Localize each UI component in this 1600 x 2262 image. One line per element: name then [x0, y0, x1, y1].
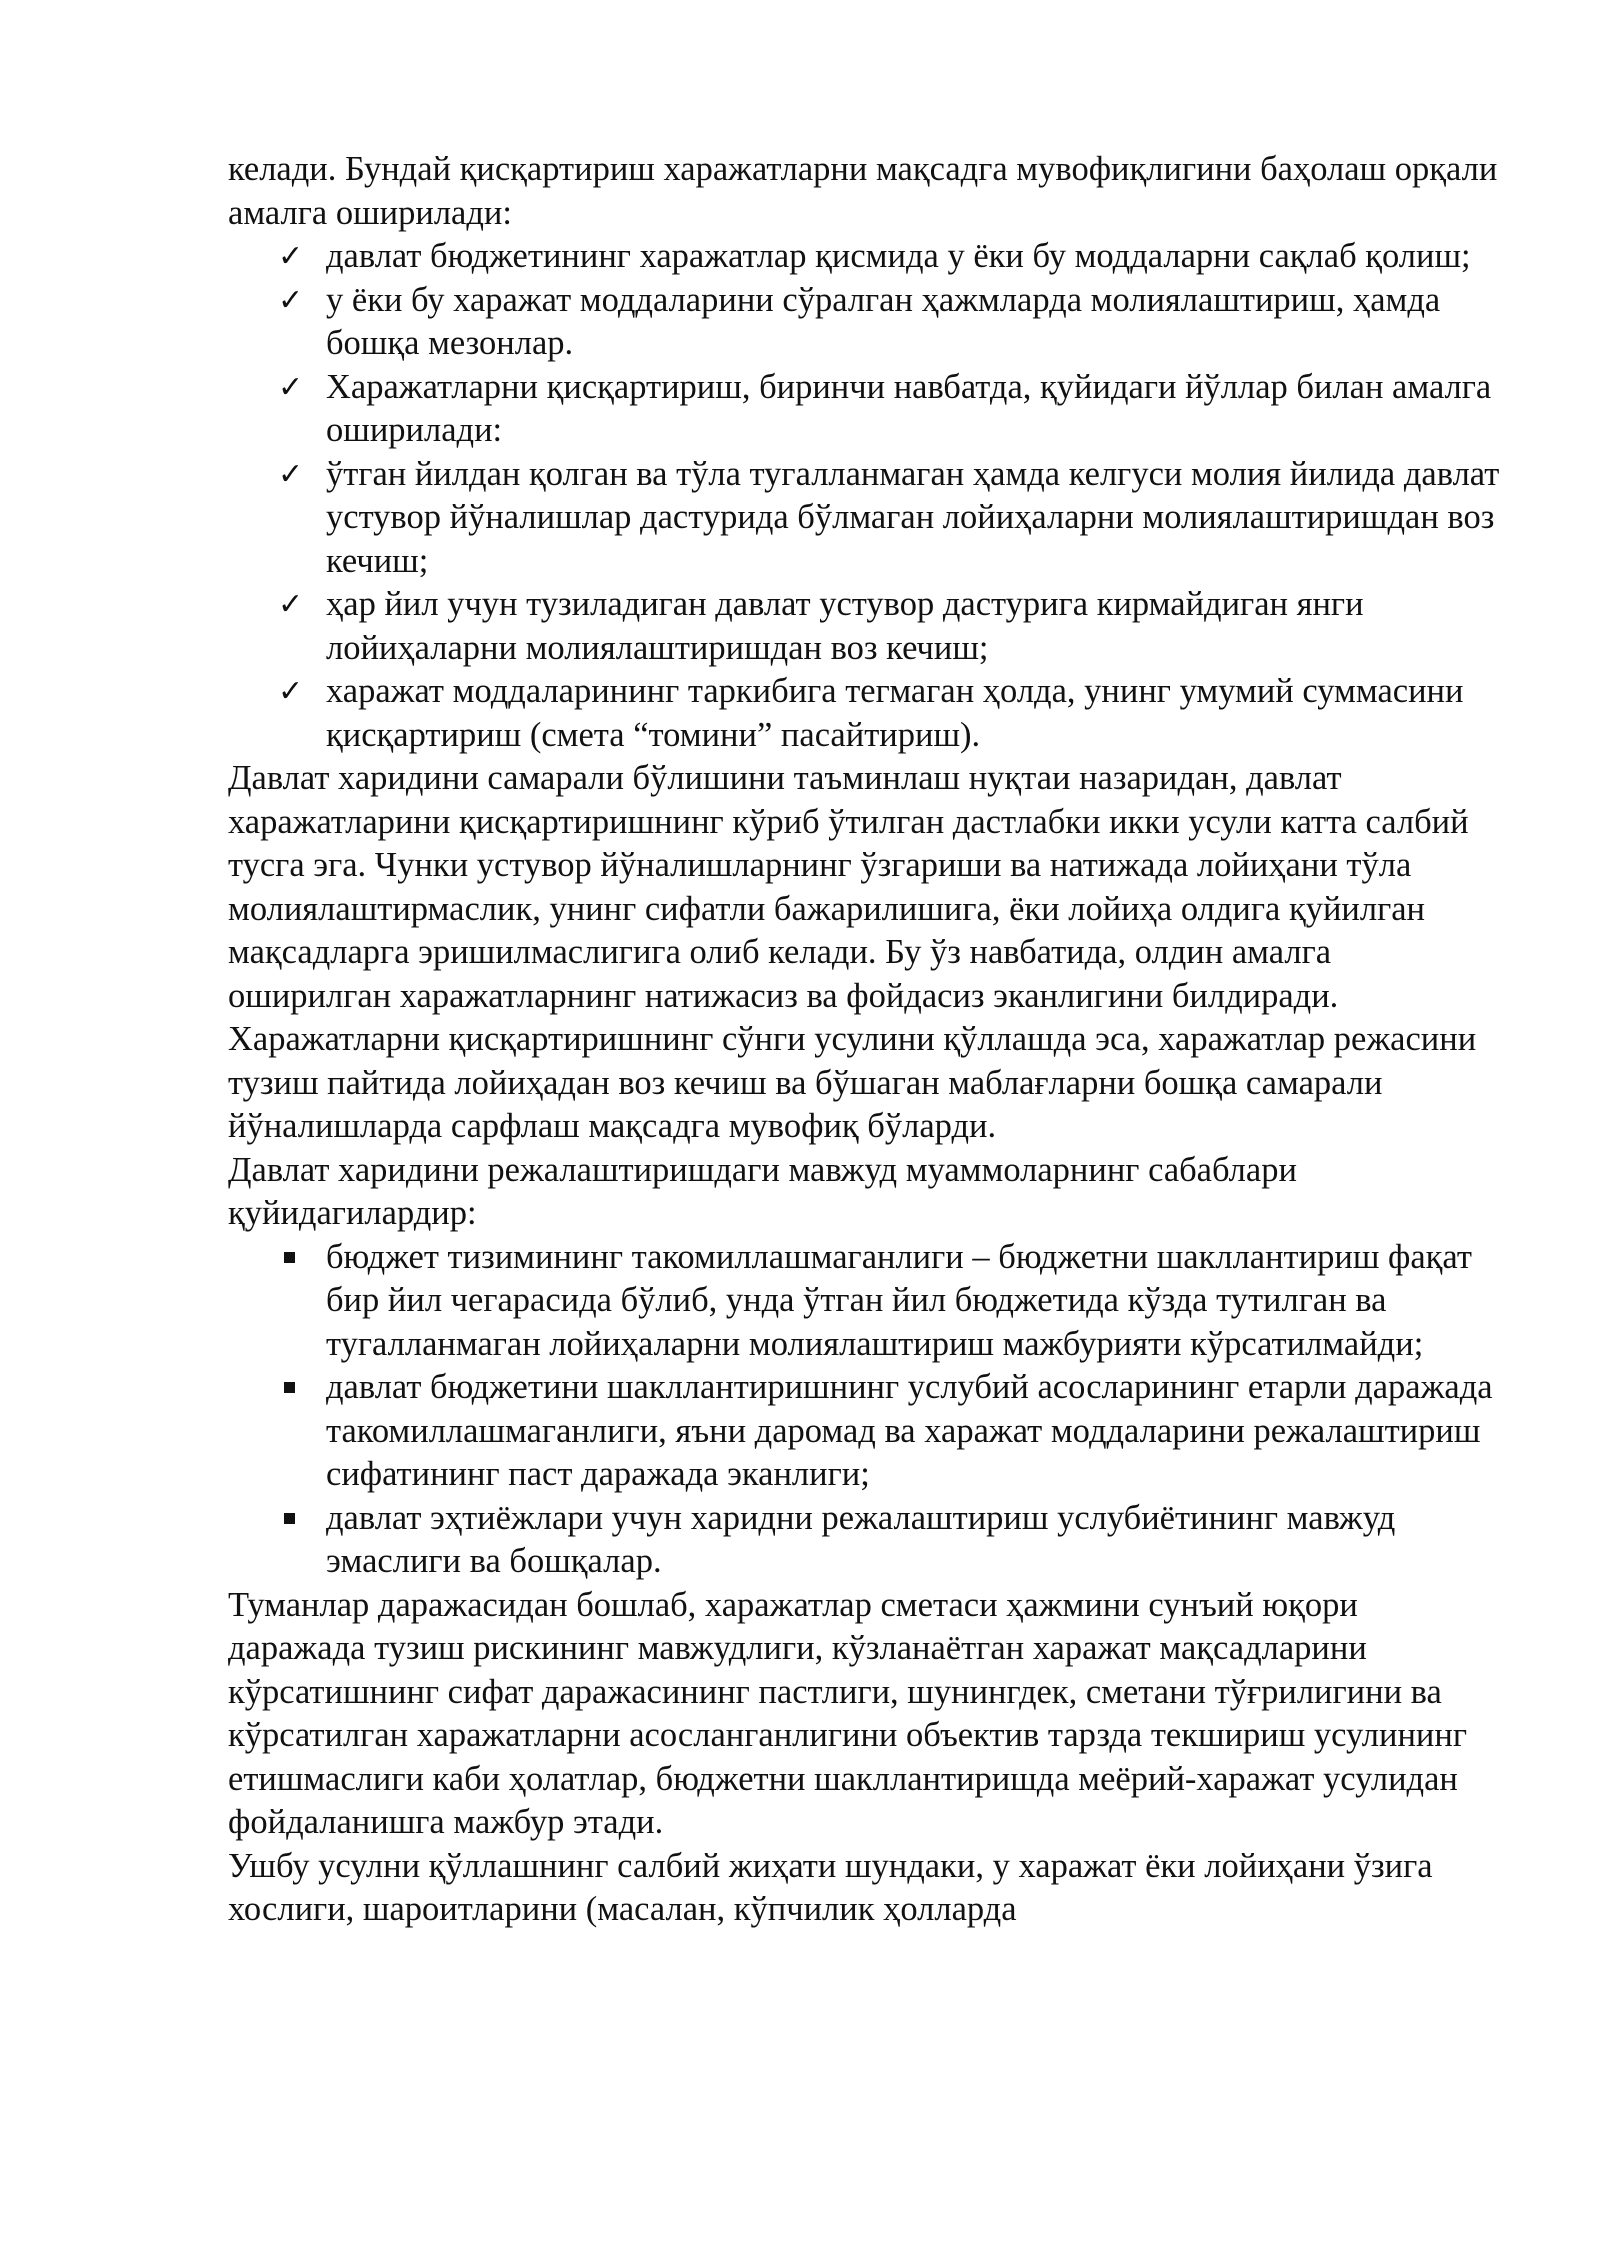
list-item	[228, 453, 1500, 584]
checkmark-icon: ✓	[278, 674, 304, 709]
checkmark-icon: ✓	[278, 456, 304, 492]
checkmark-icon: ✓	[278, 282, 304, 318]
list-item	[228, 670, 1500, 757]
square-bullet-icon	[284, 1513, 295, 1524]
list-item	[228, 1366, 1500, 1497]
list-item-text: давлат бюджетининг харажатлар қисмида у ёки бу моддаларни сақлаб қолиш;	[326, 237, 1471, 275]
checkmark-icon: ✓	[278, 369, 304, 405]
list-item	[228, 583, 1500, 670]
list-item	[228, 1236, 1500, 1367]
list-item	[228, 366, 1500, 453]
list-item	[228, 1497, 1500, 1584]
list-item-text: давлат эҳтиёжлари учун харидни режалаштириш услубиётининг мавжуд эмаслиги ва бошқалар.	[326, 1498, 1396, 1580]
square-bullet-icon	[284, 1252, 295, 1263]
paragraph-3: Харажатларни қисқартиришнинг сўнги усулини қўллашда эса, харажатлар режасини тузиш пайтида лойиҳадан воз кечиш ва бўшаган маблағларни бошқа самарали йўналишларда сарфлаш мақсадга мувофиқ бўларди.	[228, 1020, 1477, 1145]
document-page	[228, 148, 1500, 1932]
checkmark-icon: ✓	[278, 239, 304, 274]
paragraph-intro: келади. Бундай қисқартириш харажатларни мақсадга мувофиқлигини баҳолаш орқали амалга оширилади:	[228, 150, 1498, 232]
list-item-text: Харажатларни қисқартириш, биринчи навбатда, қуйидаги йўллар билан амалга оширилади:	[326, 367, 1492, 449]
list-item-text: бюджет тизимининг такомиллашмаганлиги – бюджетни шакллантириш фақат бир йил чегарасида бўлиб, унда ўтган йил бюджетида кўзда тутилган ва тугалланмаган лойиҳаларни молиялаштириш мажбурияти кўрсатилмайди;	[326, 1237, 1472, 1363]
list-item-text: ўтган йилдан қолган ва тўла тугалланмаган ҳамда келгуси молия йилида давлат устувор йўналишлар дастурида бўлмаган лойиҳаларни молиялаштиришдан воз кечиш;	[326, 454, 1500, 580]
paragraph-5: Туманлар даражасидан бошлаб, харажатлар сметаси ҳажмини сунъий юқори даражада тузиш рискининг мавжудлиги, кўзланаётган харажат мақсадларини кўрсатишнинг сифат даражасининг пастлиги, шунингдек, сметани тўғрилигини ва кўрсатилган харажатларни асосланганлигини объектив тарзда текшириш усулининг етишмаслиги каби ҳолатлар, бюджетни шакллантиришда меёрий-харажат усулидан фойдаланишга мажбур этади.	[228, 1585, 1467, 1841]
paragraph-2: Давлат харидини самарали бўлишини таъминлаш нуқтаи назаридан, давлат харажатларини қисқартиришнинг кўриб ўтилган дастлабки икки усули катта салбий тусга эга. Чунки устувор йўналишларнинг ўзгариши ва натижада лойиҳани тўла молиялаштирмаслик, унинг сифатли бажарилишига, ёки лойиҳа олдига қуйилган мақсадларга эришилмаслигига олиб келади. Бу ўз навбатида, олдин амалга оширилган харажатларнинг натижасиз ва фойдасиз эканлигини билдиради.	[228, 759, 1469, 1015]
checkmark-icon: ✓	[278, 587, 304, 622]
checkmark-list	[228, 235, 1500, 757]
list-item	[228, 279, 1500, 366]
list-item-text: ҳар йил учун тузиладиган давлат устувор дастурига кирмайдиган янги лойиҳаларни молиялаштиришдан воз кечиш;	[326, 585, 1364, 667]
paragraph-6: Ушбу усулни қўллашнинг салбий жиҳати шундаки, у харажат ёки лойиҳани ўзига хослиги, шароитларини (масалан, кўпчилик ҳолларда	[228, 1846, 1433, 1928]
paragraph-4: Давлат харидини режалаштиришдаги мавжуд муаммоларнинг сабаблари қуйидагилардир:	[228, 1150, 1297, 1232]
list-item-text: давлат бюджетини шакллантиришнинг услубий асосларининг етарли даражада такомиллашмаганлиги, яъни даромад ва харажат моддаларини режалаштириш сифатининг паст даражада эканлиги;	[326, 1368, 1493, 1493]
list-item-text: харажат моддаларининг таркибига тегмаган ҳолда, унинг умумий суммасини қисқартириш (смета “томини” пасайтириш).	[326, 672, 1464, 754]
list-item	[228, 235, 1500, 279]
list-item-text: у ёки бу харажат моддаларини сўралган ҳажмларда молиялаштириш, ҳамда бошқа мезонлар.	[326, 280, 1441, 362]
bullet-list	[228, 1236, 1500, 1584]
square-bullet-icon	[284, 1382, 295, 1393]
